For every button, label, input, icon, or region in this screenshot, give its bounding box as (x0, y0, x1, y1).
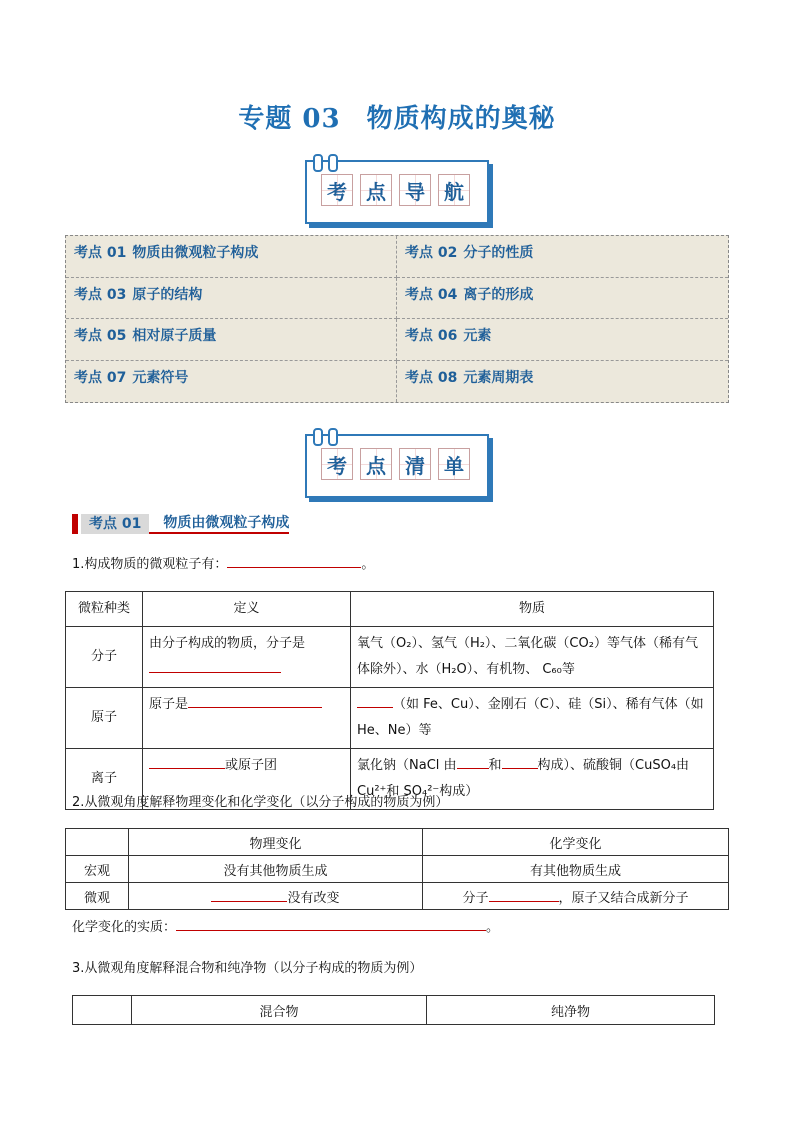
answer-blank[interactable] (149, 660, 281, 673)
banner-char: 点 (360, 448, 392, 480)
table-row: 原子 原子是 （如 Fe、Cu）、金刚石（C）、硅（Si）、稀有气体（如 He、Ne）等 (66, 688, 714, 749)
question-3: 3.从微观角度解释混合物和纯净物（以分子构成的物质为例） (72, 961, 423, 976)
change-table (65, 828, 729, 910)
binder-rings-icon (313, 428, 343, 450)
answer-blank[interactable] (502, 756, 538, 769)
table-header: 物质 (351, 592, 714, 627)
table-header: 微粒种类 (66, 592, 143, 627)
banner-char: 点 (360, 174, 392, 206)
mixture-table (72, 995, 715, 1025)
title-topic-name: 物质构成的奥秘 (366, 104, 556, 134)
question-1: 1.构成物质的微观粒子有： 。 (72, 557, 375, 572)
nav-item[interactable]: 考点 07 元素符号 (66, 361, 397, 403)
nav-item[interactable]: 考点 02 分子的性质 (397, 236, 728, 278)
table-header: 纯净物 (427, 996, 715, 1025)
banner-char: 清 (399, 448, 431, 480)
table-header: 混合物 (132, 996, 427, 1025)
table-row: 宏观 没有其他物质生成 有其他物质生成 (66, 856, 729, 883)
nav-item[interactable]: 考点 03 原子的结构 (66, 278, 397, 320)
answer-blank[interactable] (457, 756, 489, 769)
banner-char: 导 (399, 174, 431, 206)
banner-char: 考 (321, 174, 353, 206)
nav-item[interactable]: 考点 04 离子的形成 (397, 278, 728, 320)
banner-char: 航 (438, 174, 470, 206)
question-2: 2.从微观角度解释物理变化和化学变化（以分子构成的物质为例） (72, 795, 449, 810)
answer-blank[interactable] (188, 695, 322, 708)
section-marker (72, 514, 78, 534)
table-row: 微观 没有改变 分子 ，原子又结合成新分子 (66, 883, 729, 910)
table-header: 定义 (143, 592, 351, 627)
answer-blank[interactable] (357, 695, 393, 708)
nav-item[interactable]: 考点 08 元素周期表 (405, 369, 534, 386)
answer-blank[interactable] (211, 889, 287, 902)
answer-blank[interactable] (227, 555, 361, 568)
nav-item[interactable]: 考点 06 元素 (397, 319, 728, 361)
section-title: 物质由微观粒子构成 (149, 514, 289, 534)
nav-item[interactable]: 考点 01 物质由微观粒子构成 (66, 236, 397, 278)
table-row: 离子 或原子团 氯化钠（NaCl 由 和 构成）、硫酸铜（CuSO₄由 Cu²⁺和 SO₄²⁻构成） (66, 749, 714, 810)
section-heading (72, 514, 289, 534)
page-title (0, 98, 794, 135)
table-row: 分子 由分子构成的物质，分子是 氧气（O₂）、氢气（H₂）、二氧化碳（CO₂）等气体（稀有气体除外）、水（H₂O）、有机物、 C₆₀等 (66, 627, 714, 688)
chemical-essence-line: 化学变化的实质： 。 (72, 920, 500, 935)
binder-rings-icon (313, 154, 343, 176)
banner-navigation (305, 160, 489, 224)
banner-checklist (305, 434, 489, 498)
title-topic-number: 专题 03 (238, 104, 341, 134)
particle-table (65, 591, 714, 810)
nav-item[interactable]: 考点 05 相对原子质量 (66, 319, 397, 361)
section-code: 考点 01 (81, 514, 149, 534)
answer-blank[interactable] (149, 756, 225, 769)
table-header: 化学变化 (423, 829, 729, 856)
banner-char: 单 (438, 448, 470, 480)
banner-char: 考 (321, 448, 353, 480)
topic-navigation-grid (65, 235, 729, 403)
answer-blank[interactable] (176, 918, 486, 931)
answer-blank[interactable] (489, 889, 559, 902)
table-header: 物理变化 (129, 829, 423, 856)
